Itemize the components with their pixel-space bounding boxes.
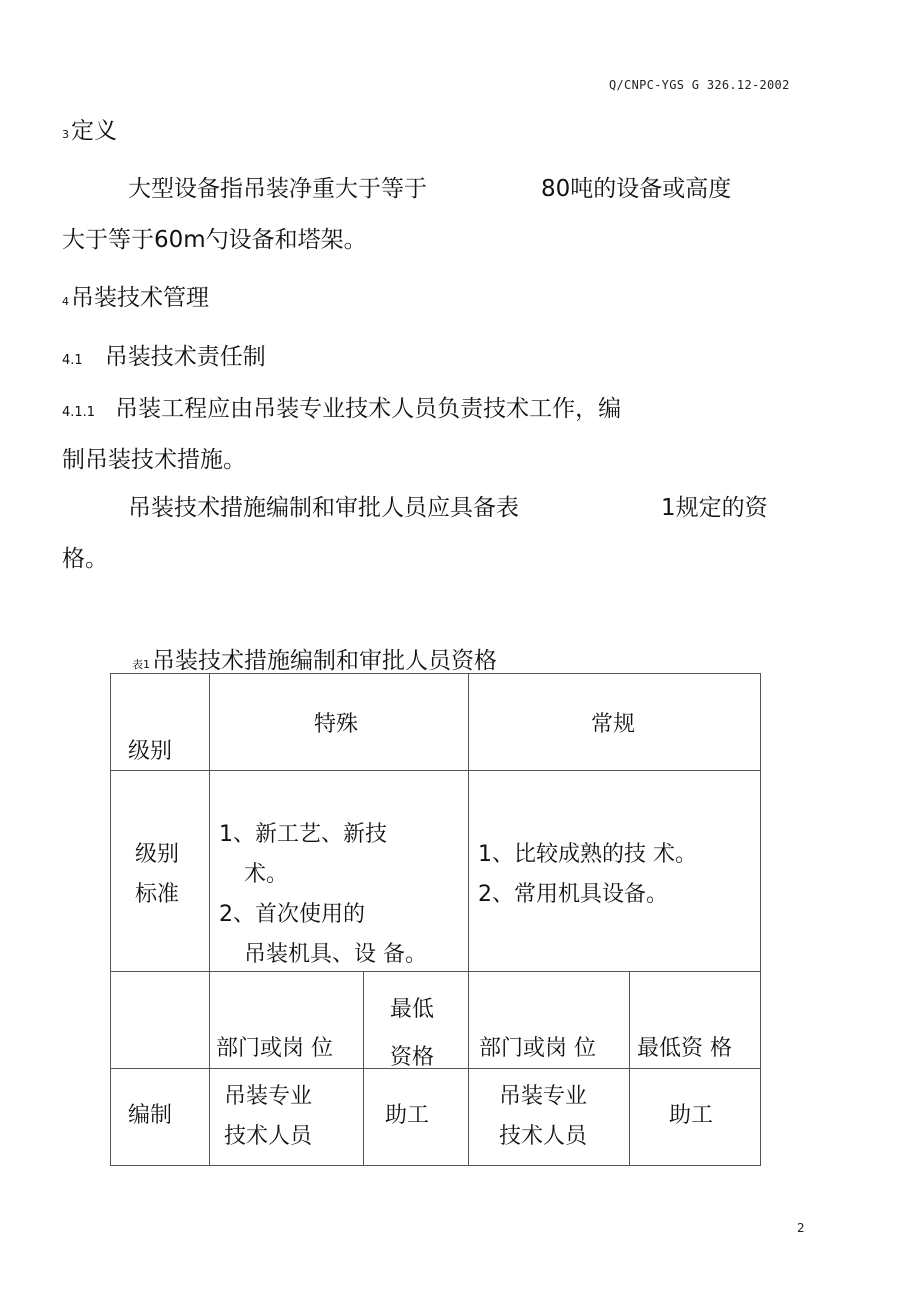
criteria-line: 术。 bbox=[244, 862, 289, 887]
table-number: 表1 bbox=[132, 658, 150, 671]
table-cell bbox=[210, 674, 469, 771]
table-cell bbox=[111, 771, 210, 972]
paragraph-line: 1规定的资 bbox=[661, 495, 768, 521]
standard-number: Q/CNPC-YGS G 326.12-2002 bbox=[609, 78, 790, 92]
min-qual-header: 最低资 格 bbox=[637, 1036, 732, 1061]
paragraph-line: 格。 bbox=[62, 546, 108, 572]
subsection-title: 吊装技术责任制 bbox=[104, 344, 266, 370]
paragraph-line: 制吊装技术措施。 bbox=[62, 447, 246, 473]
criteria-line: 1、新工艺、新技 bbox=[219, 822, 387, 847]
section-title: 吊装技术管理 bbox=[71, 285, 209, 311]
prepare-label: 编制 bbox=[128, 1103, 173, 1128]
table-cell bbox=[210, 771, 469, 972]
regular-personnel bbox=[499, 1077, 587, 1157]
table-caption bbox=[132, 642, 497, 675]
clause-text: 吊装工程应由吊装专业技术人员负责技术工作，编 bbox=[115, 396, 622, 422]
table-cell bbox=[364, 972, 469, 1069]
table-cell bbox=[210, 1069, 364, 1166]
section-number: 3 bbox=[62, 128, 69, 141]
paragraph-line: 80吨的设备或高度 bbox=[541, 176, 732, 202]
special-header: 特殊 bbox=[314, 712, 359, 737]
dept-header: 部门或岗 位 bbox=[216, 1036, 333, 1061]
table-row bbox=[111, 674, 761, 771]
section-title: 定义 bbox=[71, 118, 117, 144]
special-personnel bbox=[224, 1077, 312, 1157]
table-cell bbox=[630, 972, 761, 1069]
page-number: 2 bbox=[797, 1221, 805, 1235]
label-line: 级别 bbox=[135, 842, 180, 867]
criteria-line: 吊装机具、设 备。 bbox=[244, 942, 427, 967]
cell-line: 吊装专业 bbox=[224, 1084, 313, 1109]
regular-criteria bbox=[478, 835, 697, 915]
table-cell bbox=[111, 674, 210, 771]
criteria-line: 2、首次使用的 bbox=[219, 902, 365, 927]
table-cell bbox=[364, 1069, 469, 1166]
qualification-table bbox=[110, 673, 761, 1166]
cell-line: 吊装专业 bbox=[499, 1084, 588, 1109]
level-header: 级别 bbox=[128, 739, 173, 764]
special-criteria bbox=[219, 815, 427, 975]
table-cell bbox=[111, 1069, 210, 1166]
regular-header: 常规 bbox=[591, 712, 636, 737]
table-row bbox=[111, 972, 761, 1069]
dept-header: 部门或岗 位 bbox=[479, 1036, 596, 1061]
table-title: 吊装技术措施编制和审批人员资格 bbox=[152, 648, 497, 674]
level-standard-label bbox=[135, 835, 179, 915]
table-cell bbox=[210, 972, 364, 1069]
table-cell bbox=[469, 674, 761, 771]
table-cell bbox=[469, 972, 630, 1069]
section-3-heading bbox=[62, 116, 117, 150]
clause-number: 4.1.1 bbox=[62, 405, 96, 420]
table-row bbox=[111, 1069, 761, 1166]
cell-line: 技术人员 bbox=[224, 1124, 313, 1149]
cell-line: 技术人员 bbox=[499, 1124, 588, 1149]
criteria-line: 2、常用机具设备。 bbox=[478, 882, 668, 907]
subsection-4-1-heading bbox=[62, 342, 266, 376]
paragraph-line: 大于等于60m勺设备和塔架。 bbox=[62, 227, 367, 253]
table-cell bbox=[111, 972, 210, 1069]
label-line: 标准 bbox=[135, 882, 180, 907]
regular-min-qual: 助工 bbox=[669, 1103, 714, 1128]
section-number: 4 bbox=[62, 295, 69, 308]
header-line: 最低 bbox=[390, 997, 435, 1022]
special-min-qual: 助工 bbox=[385, 1103, 430, 1128]
table-cell bbox=[469, 1069, 630, 1166]
table-cell bbox=[469, 771, 761, 972]
table-row bbox=[111, 771, 761, 972]
paragraph-line: 大型设备指吊装净重大于等于 bbox=[128, 176, 427, 202]
clause-4-1-1 bbox=[62, 394, 621, 428]
table-cell bbox=[630, 1069, 761, 1166]
subsection-number: 4.1 bbox=[62, 353, 83, 368]
paragraph-line: 吊装技术措施编制和审批人员应具备表 bbox=[128, 495, 519, 521]
header-line: 资格 bbox=[390, 1045, 435, 1070]
section-4-heading bbox=[62, 283, 209, 317]
criteria-line: 1、比较成熟的技 术。 bbox=[478, 842, 697, 867]
